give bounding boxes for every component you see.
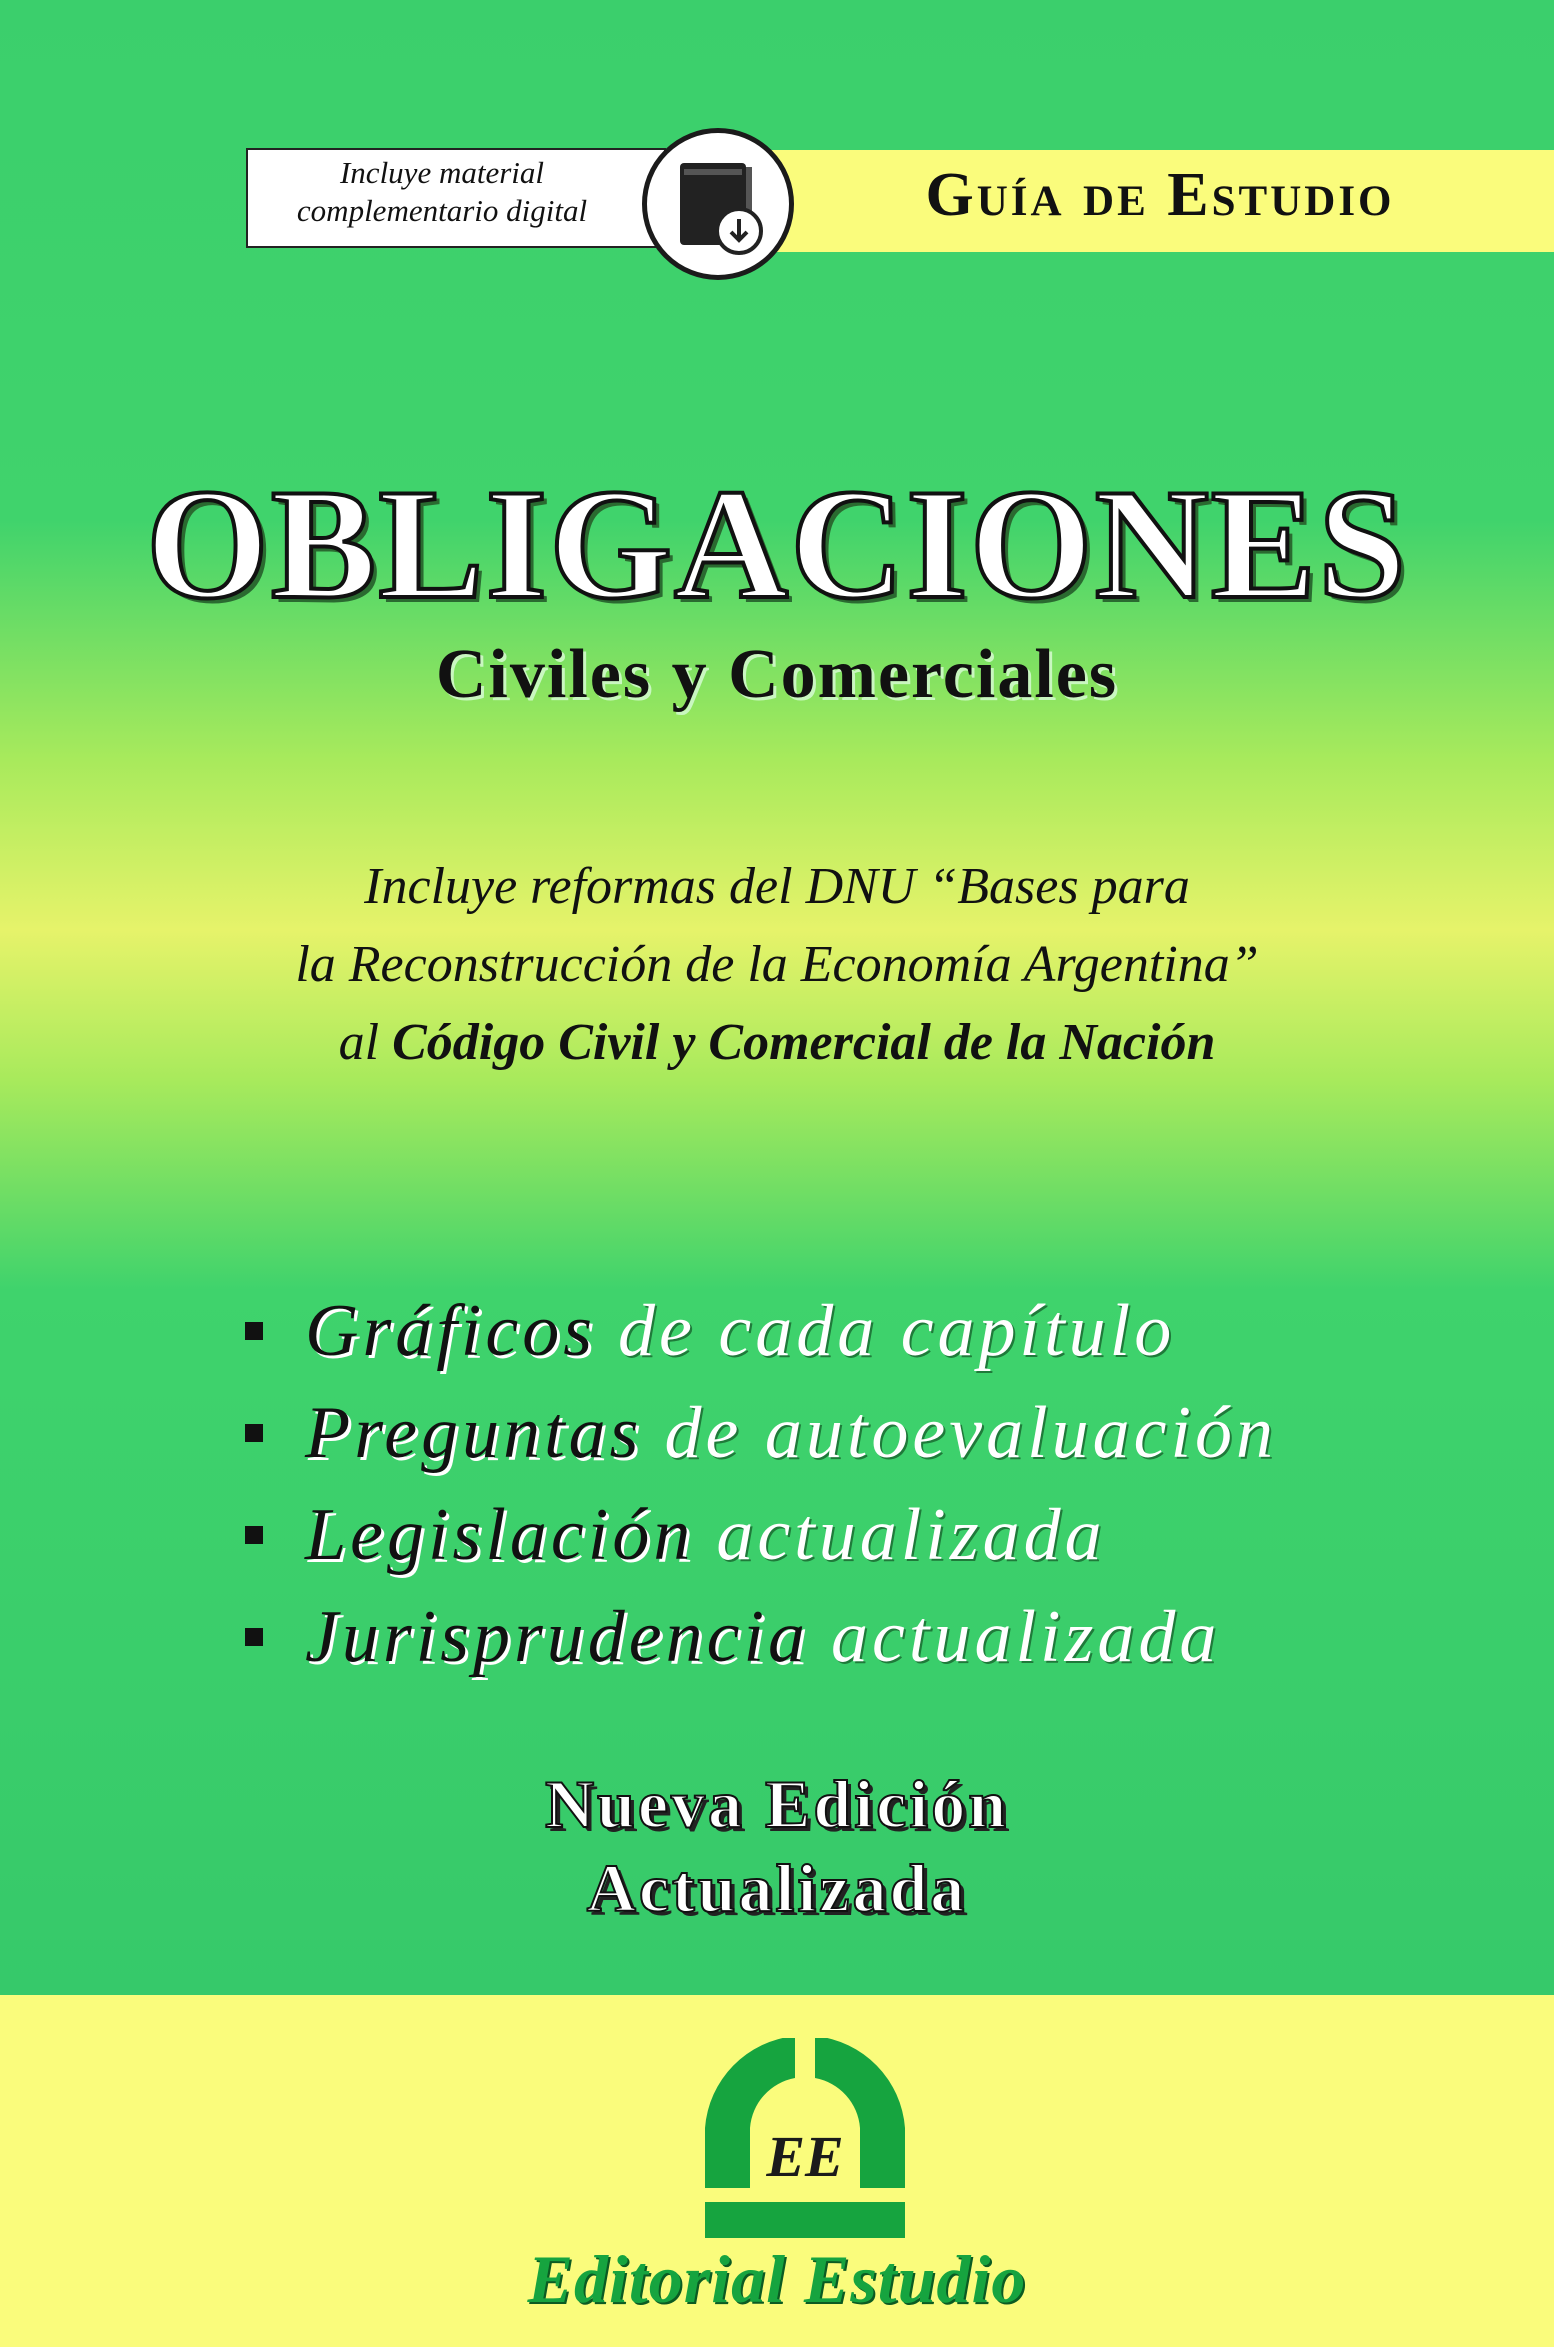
series-label: Guía de Estudio (925, 161, 1395, 229)
reform-line3 (0, 1004, 1554, 1082)
feature-list (245, 1280, 1445, 1688)
feature-main: Preguntas (305, 1391, 643, 1474)
reform-note (0, 848, 1554, 1082)
publisher-logo (685, 2038, 925, 2248)
reform-line3-prefix: al (338, 1014, 393, 1071)
bullet-icon (245, 1424, 263, 1442)
download-book-icon (642, 128, 794, 280)
reform-line1: Incluye reformas del DNU “Bases para (364, 858, 1190, 915)
bullet-icon (245, 1628, 263, 1646)
feature-rest: actualizada (831, 1595, 1221, 1678)
publisher-name: Editorial Estudio (527, 2241, 1027, 2317)
list-item (245, 1280, 1445, 1382)
list-item (245, 1382, 1445, 1484)
feature-rest: actualizada (716, 1493, 1106, 1576)
book-title: OBLIGACIONES (145, 457, 1408, 632)
feature-main: Jurisprudencia (305, 1595, 810, 1678)
feature-rest: de cada capítulo (618, 1289, 1176, 1372)
edition-line2: Actualizada (586, 1850, 968, 1926)
logo-text: EE (766, 2124, 844, 2189)
digital-material-line1: Incluye material (339, 155, 544, 190)
bullet-icon (245, 1322, 263, 1340)
edition-note (0, 1762, 1554, 1930)
reform-code-name: Código Civil y Comercial de la Nación (392, 1014, 1216, 1071)
digital-material-text (252, 154, 632, 230)
feature-rest: de autoevaluación (664, 1391, 1278, 1474)
reform-line2: la Reconstrucción de la Economía Argentina” (295, 936, 1259, 993)
book-subtitle: Civiles y Comerciales (435, 636, 1119, 713)
list-item (245, 1586, 1445, 1688)
bullet-icon (245, 1526, 263, 1544)
edition-line1: Nueva Edición (544, 1766, 1010, 1842)
digital-material-line2: complementario digital (296, 193, 588, 228)
list-item (245, 1484, 1445, 1586)
feature-main: Gráficos (305, 1289, 596, 1372)
feature-main: Legislación (305, 1493, 695, 1576)
